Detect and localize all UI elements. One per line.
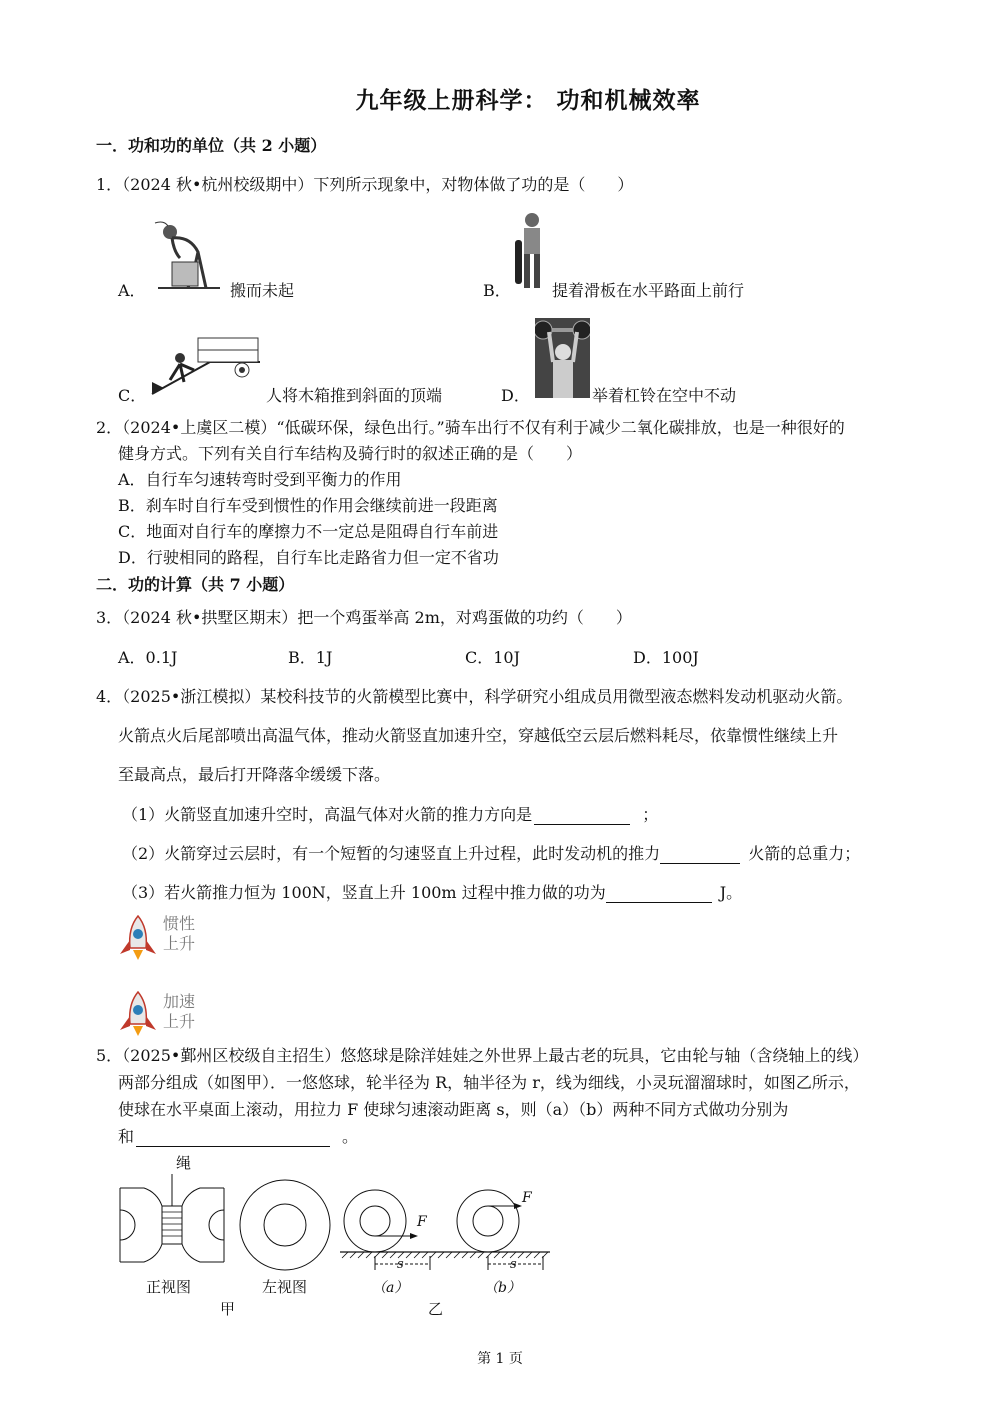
force-label-a: F (417, 1214, 427, 1230)
q4-line-3: 至最高点，最后打开降落伞缓缓下落。 (118, 765, 391, 784)
q4-part-2 (122, 841, 860, 864)
q2-line-2: 健身方式。下列有关自行车结构及骑行时的叙述正确的是（ ） (118, 444, 583, 463)
q4-part-1 (122, 802, 658, 825)
yoyo-figure (110, 1150, 560, 1320)
ground-hatching (342, 1252, 548, 1258)
q1-stem: 1．（2024 秋•杭州校级期中）下列所示现象中，对物体做了功的是（ ） (96, 175, 634, 194)
q3-option-d: D．100J (633, 648, 699, 667)
rocket-label-accelerate (163, 992, 195, 1032)
q4-part-1-text: （1）火箭竖直加速升空时，高温气体对火箭的推力方向是 (122, 805, 533, 824)
q3-stem: 3．（2024 秋•拱墅区期末）把一个鸡蛋举高 2m，对鸡蛋做的功约（ ） (96, 608, 632, 627)
q5-line-4-text: 和 (118, 1127, 135, 1146)
front-view-label: 正视图 (146, 1278, 192, 1296)
figure-jia-label: 甲 (220, 1300, 236, 1318)
q1-option-d-text: 举着杠铃在空中不动 (592, 386, 737, 405)
section-heading-1: 一．功和功的单位（共 2 小题） (96, 136, 327, 155)
q2-option-c: C．地面对自行车的摩擦力不一定总是阻碍自行车前进 (118, 522, 499, 541)
distance-label-b: s (510, 1257, 517, 1272)
page-title: 九年级上册科学： 功和机械效率 (355, 87, 701, 114)
section-heading-2: 二．功的计算（共 7 小题） (96, 575, 295, 594)
figure-yi-label: 乙 (428, 1300, 444, 1318)
q4-part-1-end: ； (642, 805, 659, 824)
q4-part-3 (122, 880, 742, 903)
q4-part-1-blank[interactable] (534, 806, 630, 825)
rocket-icon (114, 914, 162, 962)
q1-option-b-letter: B． (483, 281, 511, 300)
rocket-label-2-line-1: 加速 (163, 992, 196, 1011)
q4-part-3-blank[interactable] (606, 884, 712, 903)
q1-option-a-letter: A． (118, 281, 146, 300)
rocket-label-inertia (163, 914, 195, 954)
q4-part-2-blank[interactable] (660, 845, 740, 864)
q1-option-b-text: 提着滑板在水平路面上前行 (552, 281, 745, 300)
q2-line-1: 2．（2024•上虞区二模）“低碳环保，绿色出行。”骑车出行不仅有利于减少二氧化碳排放，也是一种很好的 (96, 418, 845, 437)
q4-part-2-end: 火箭的总重力； (748, 844, 861, 863)
diagram-b-label: （b） (484, 1280, 521, 1296)
force-label-b: F (522, 1190, 532, 1206)
q4-part-3-text: （3）若火箭推力恒为 100N，竖直上升 100m 过程中推力做的功为 (122, 883, 606, 902)
person-pushing-box-on-slope-image (150, 332, 265, 398)
q5-line-3: 使球在水平桌面上滚动，用拉力 F 使球匀速滚动距离 s，则（a）（b）两种不同方式做功分别为 (118, 1100, 789, 1119)
rope-label: 绳 (176, 1154, 192, 1172)
rocket-label-2-line-2: 上升 (163, 1012, 196, 1031)
q5-line-4 (118, 1124, 358, 1147)
q5-line-4-end: 。 (342, 1127, 359, 1146)
q5-blank[interactable] (136, 1128, 330, 1147)
distance-label-a: s (397, 1257, 404, 1272)
q2-option-b: B．刹车时自行车受到惯性的作用会继续前进一段距离 (118, 496, 498, 515)
q1-option-c-letter: C． (118, 386, 147, 405)
q4-part-2-text: （2）火箭穿过云层时，有一个短暂的匀速竖直上升过程，此时发动机的推力 (122, 844, 661, 863)
person-lifting-box-image (150, 218, 228, 296)
q4-part-3-end: J。 (719, 883, 743, 902)
person-holding-skateboard-image (512, 210, 550, 294)
rocket-icon (114, 990, 162, 1038)
rocket-label-1-line-2: 上升 (163, 934, 196, 953)
diagram-a-label: （a） (372, 1280, 409, 1296)
left-view-drawing (240, 1180, 330, 1270)
q5-line-1: 5．（2025•鄞州区校级自主招生）悠悠球是除洋娃娃之外世界上最古老的玩具，它由轮与轴（含绕轴上的线） (96, 1046, 869, 1065)
q3-option-a: A．0.1J (118, 648, 178, 667)
q1-option-a-text: 搬而未起 (230, 281, 295, 300)
rocket-label-1-line-1: 惯性 (163, 914, 196, 933)
ball-b-drawing (457, 1190, 522, 1252)
q3-option-b: B．1J (288, 648, 333, 667)
q5-line-2: 两部分组成（如图甲）．一悠悠球，轮半径为 R，轴半径为 r，线为细线，小灵玩溜溜球时，如图乙所示， (118, 1073, 860, 1092)
q4-line-1: 4．（2025•浙江模拟）某校科技节的火箭模型比赛中，科学研究小组成员用微型液态燃料发动机驱动火箭。 (96, 687, 853, 706)
q1-option-d-letter: D． (501, 386, 530, 405)
q4-line-2: 火箭点火后尾部喷出高温气体，推动火箭竖直加速升空，穿越低空云层后燃料耗尽，依靠惯性继续上升 (118, 726, 839, 745)
left-view-label: 左视图 (262, 1278, 308, 1296)
person-holding-barbell-image (535, 318, 590, 398)
page-number: 第 1 页 (477, 1351, 523, 1367)
q2-option-a: A．自行车匀速转弯时受到平衡力的作用 (118, 470, 402, 489)
q3-option-c: C．10J (465, 648, 521, 667)
q2-option-d: D．行驶相同的路程，自行车比走路省力但一定不省功 (118, 548, 499, 567)
ball-a-drawing (344, 1190, 418, 1252)
q1-option-c-text: 人将木箱推到斜面的顶端 (266, 386, 443, 405)
